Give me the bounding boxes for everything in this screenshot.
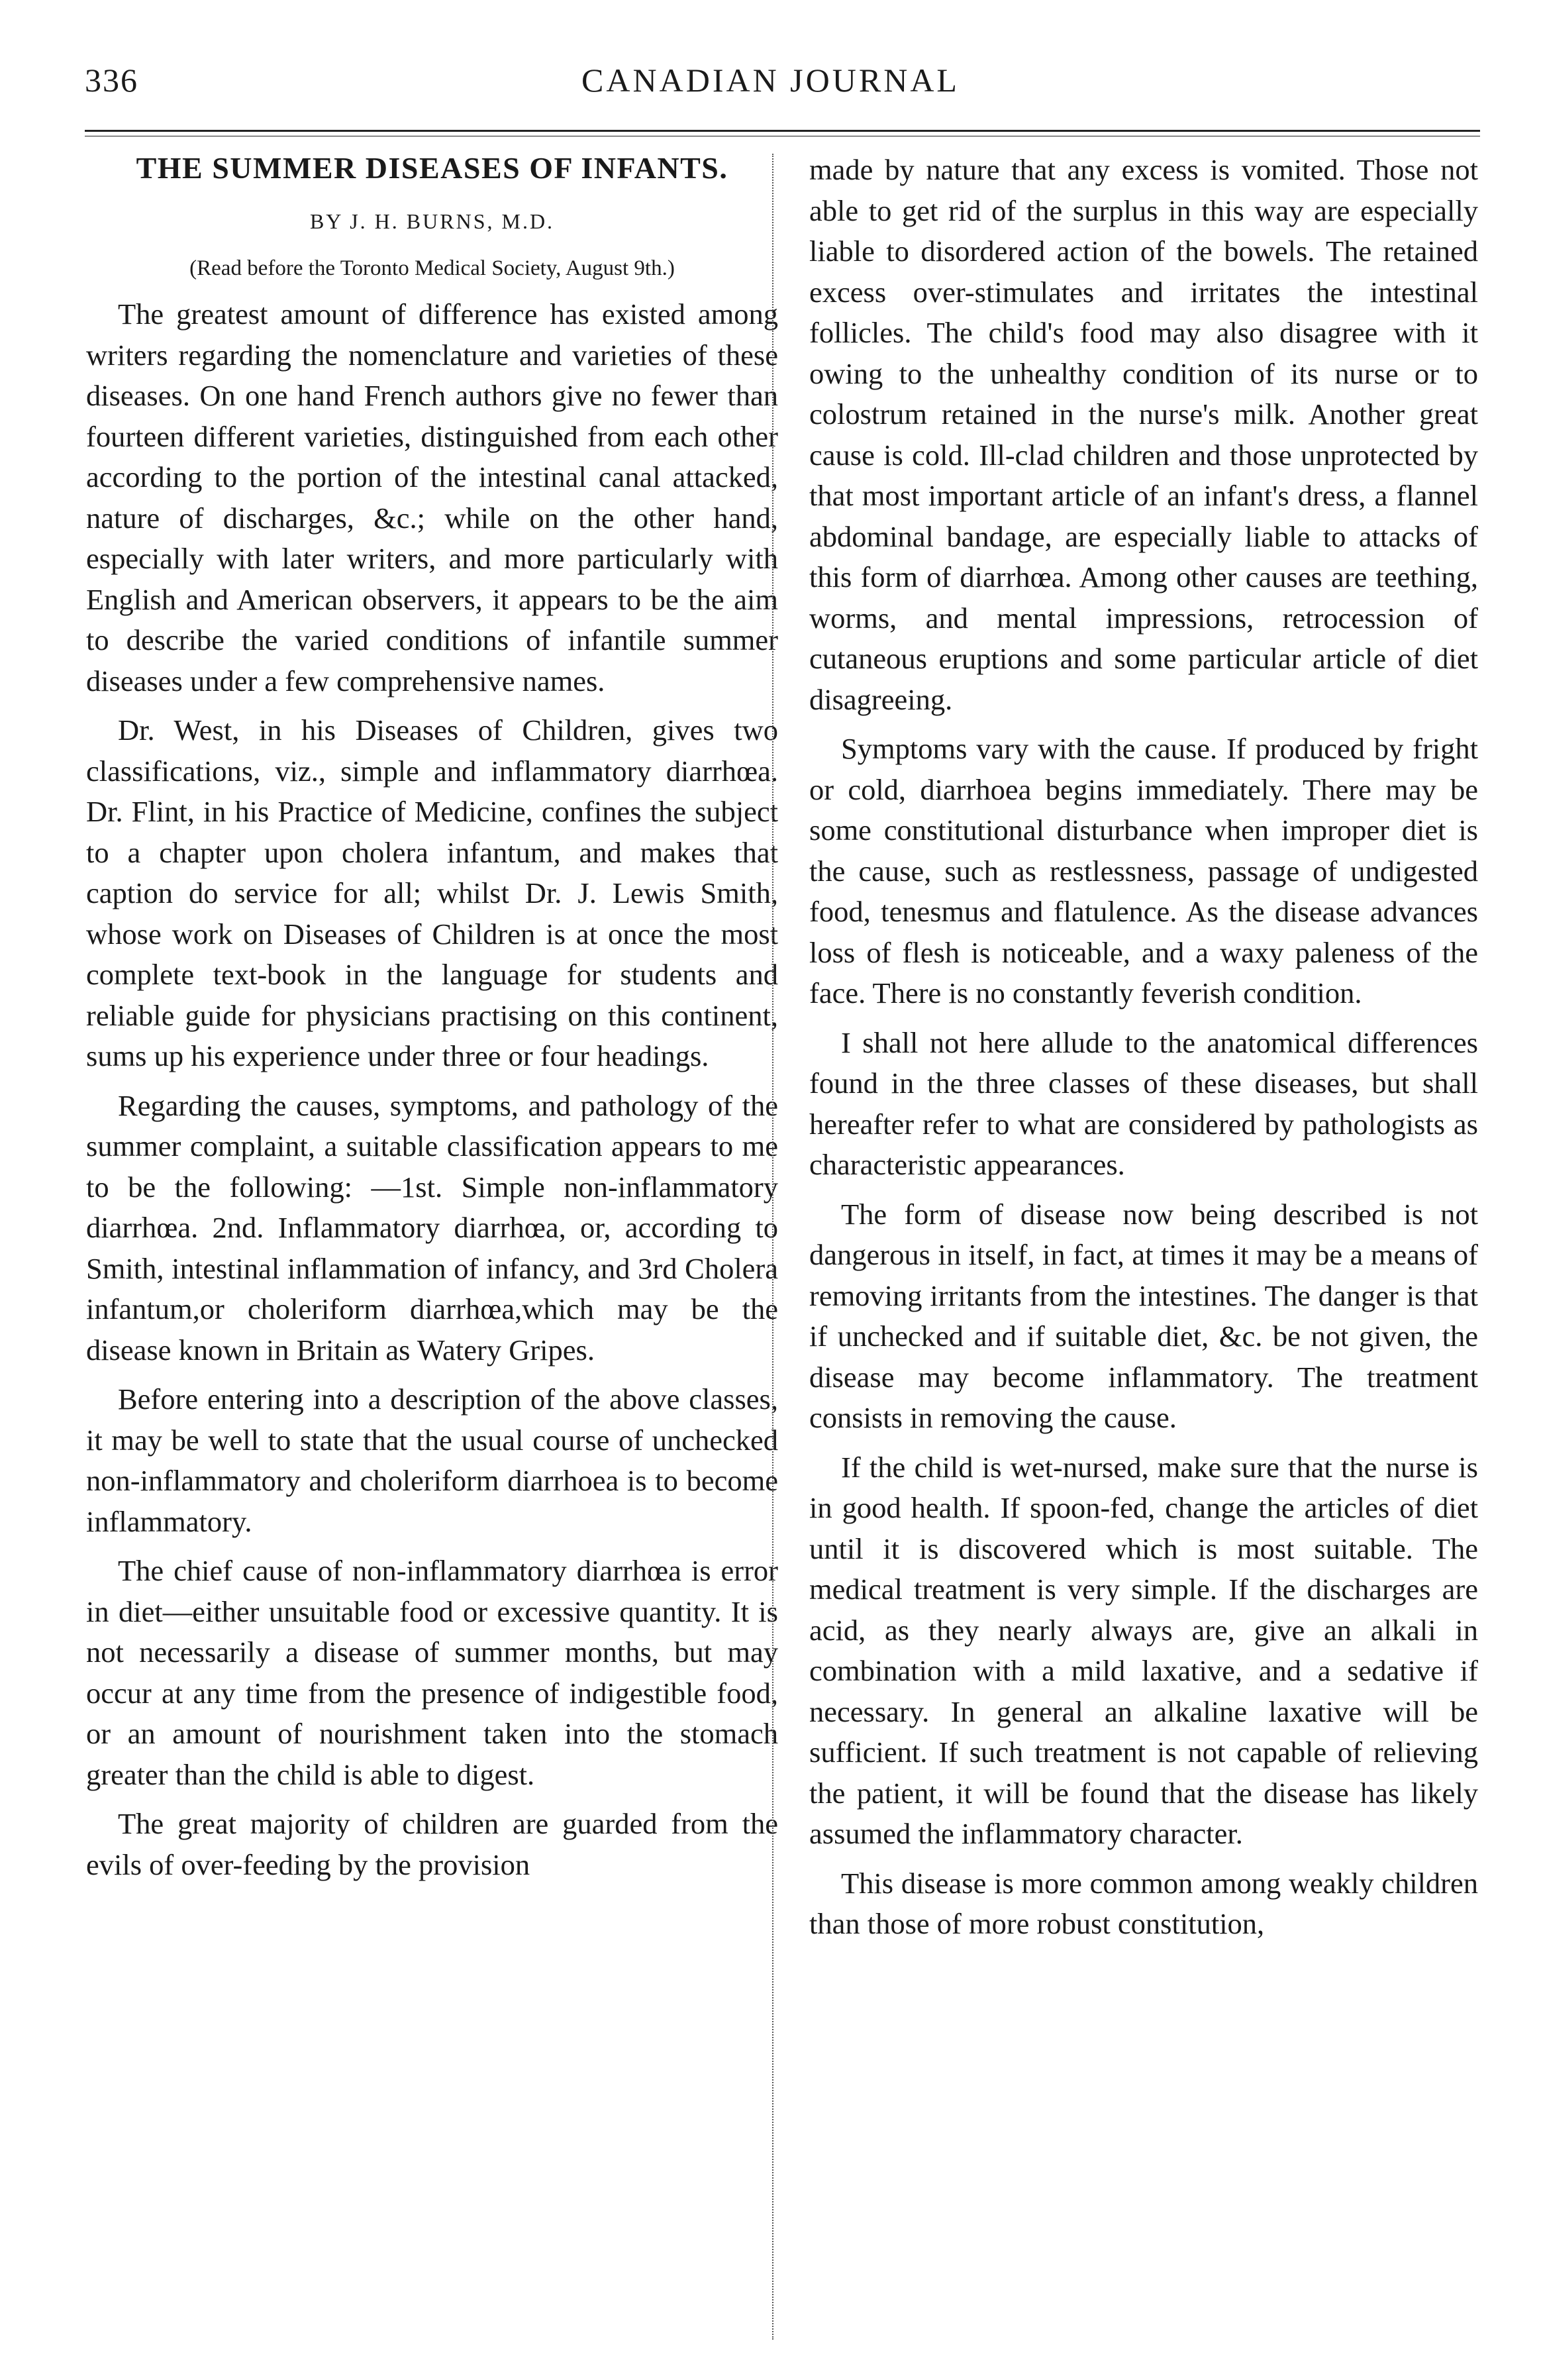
paragraph: The greatest amount of difference has existed among writers regarding the nomenclature and varieties of these diseases. On one hand French authors give no fewer than fourteen different varieties, distinguished from each other according to the portion of the intestinal canal attacked, nature of discharges, &c.; while on the other hand, especially with later writers, and more particularly with English and American observers, it appears to be the aim to describe the varied conditions of infantile summer diseases under a few comprehensive names. bbox=[86, 297, 778, 698]
article-byline: BY J. H. BURNS, M.D. bbox=[309, 209, 555, 233]
journal-title: CANADIAN JOURNAL bbox=[581, 62, 960, 99]
article-title: THE SUMMER DISEASES OF INFANTS. bbox=[136, 151, 728, 185]
paragraph: made by nature that any excess is vomited. Those not able to get rid of the surplus in this way are especially liable to disordered action of the bowels. The retained excess over-stimulates and irritates the intestinal follicles. The child's food may also disagree with it owing to the unhealthy condition of its nurse or to colostrum retained in the nurse's milk. Another great cause is cold. Ill-clad children and those unprotected by that most important article of an infant's dress, a flannel abdominal bandage, are especially liable to attacks of this form of diarrhœa. Among other causes are teething, worms, and mental impressions, retrocession of cutaneous eruptions and some particular article of diet disagreeing. bbox=[809, 153, 1478, 716]
running-head bbox=[85, 61, 1456, 107]
header-rule bbox=[85, 130, 1480, 136]
paragraph: The chief cause of non-inflammatory diarrhœa is error in diet—either unsuitable food or excessive quantity. It is not necessarily a disease of summer months, but may occur at any time from the presence of indigestible food, or an amount of nourishment taken into the stomach greater than the child is able to digest. bbox=[86, 1554, 778, 1791]
paragraph: I shall not here allude to the anatomical differences found in the three classes of these diseases, but shall hereafter refer to what are considered by pathologists as characteristic appearances. bbox=[809, 1025, 1478, 1181]
paragraph: If the child is wet-nursed, make sure that the nurse is in good health. If spoon-fed, change the articles of diet until it is discovered which is most suitable. The medical treatment is very simple. If the discharges are acid, as they nearly always are, give an alkali in combination with a mild laxative, and a sedative if necessary. In general an alkaline laxative will be sufficient. If such treatment is not capable of relieving the patient, it will be found that the disease has likely assumed the inflammatory character. bbox=[809, 1450, 1478, 1850]
left-column bbox=[86, 150, 778, 1894]
column-divider bbox=[772, 154, 773, 2340]
article-note: (Read before the Toronto Medical Society, August 9th.) bbox=[189, 256, 675, 280]
paragraph: Symptoms vary with the cause. If produced by fright or cold, diarrhoea begins immediately. There may be some constitutional disturbance when improper diet is the cause, such as restlessness, passage of undigested food, tenesmus and flatulence. As the disease advances loss of flesh is noticeable, and a waxy paleness of the face. There is no constantly feverish condition. bbox=[809, 732, 1478, 1009]
paragraph: Dr. West, in his Diseases of Children, gives two classifications, viz., simple and inflammatory diarrhœa. Dr. Flint, in his Practice of Medicine, confines the subject to a chapter upon cholera infantum, and makes that caption do service for all; whilst Dr. J. Lewis Smith, whose work on Diseases of Children is at once the most complete text-book in the language for students and reliable guide for physicians practising on this continent, sums up his experience under three or four headings. bbox=[86, 713, 778, 1072]
paragraph: The great majority of children are guarded from the evils of over-feeding by the provision bbox=[86, 1807, 778, 1881]
paragraph: This disease is more common among weakly children than those of more robust constitution, bbox=[809, 1866, 1478, 1940]
paragraph: Regarding the causes, symptoms, and pathology of the summer complaint, a suitable classification appears to me to be the following: —1st. Simple non-inflammatory diarrhœa. 2nd. Inflammatory diarrhœa, or, according to Smith, intestinal inflammation of infancy, and 3rd Cholera infantum,or choleriform diarrhœa,which may be the disease known in Britain as Watery Gripes. bbox=[86, 1088, 778, 1367]
page-number: 336 bbox=[85, 62, 138, 99]
right-column bbox=[809, 150, 1478, 1953]
paragraph: Before entering into a description of the above classes, it may be well to state that the usual course of unchecked non-inflammatory and choleriform diarrhoea is to become inflammatory. bbox=[86, 1382, 778, 1538]
paragraph: The form of disease now being described is not dangerous in itself, in fact, at times it may be a means of removing irritants from the intestines. The danger is that if unchecked and if suitable diet, &c. be not given, the disease may become inflammatory. The treatment consists in removing the cause. bbox=[809, 1197, 1478, 1434]
